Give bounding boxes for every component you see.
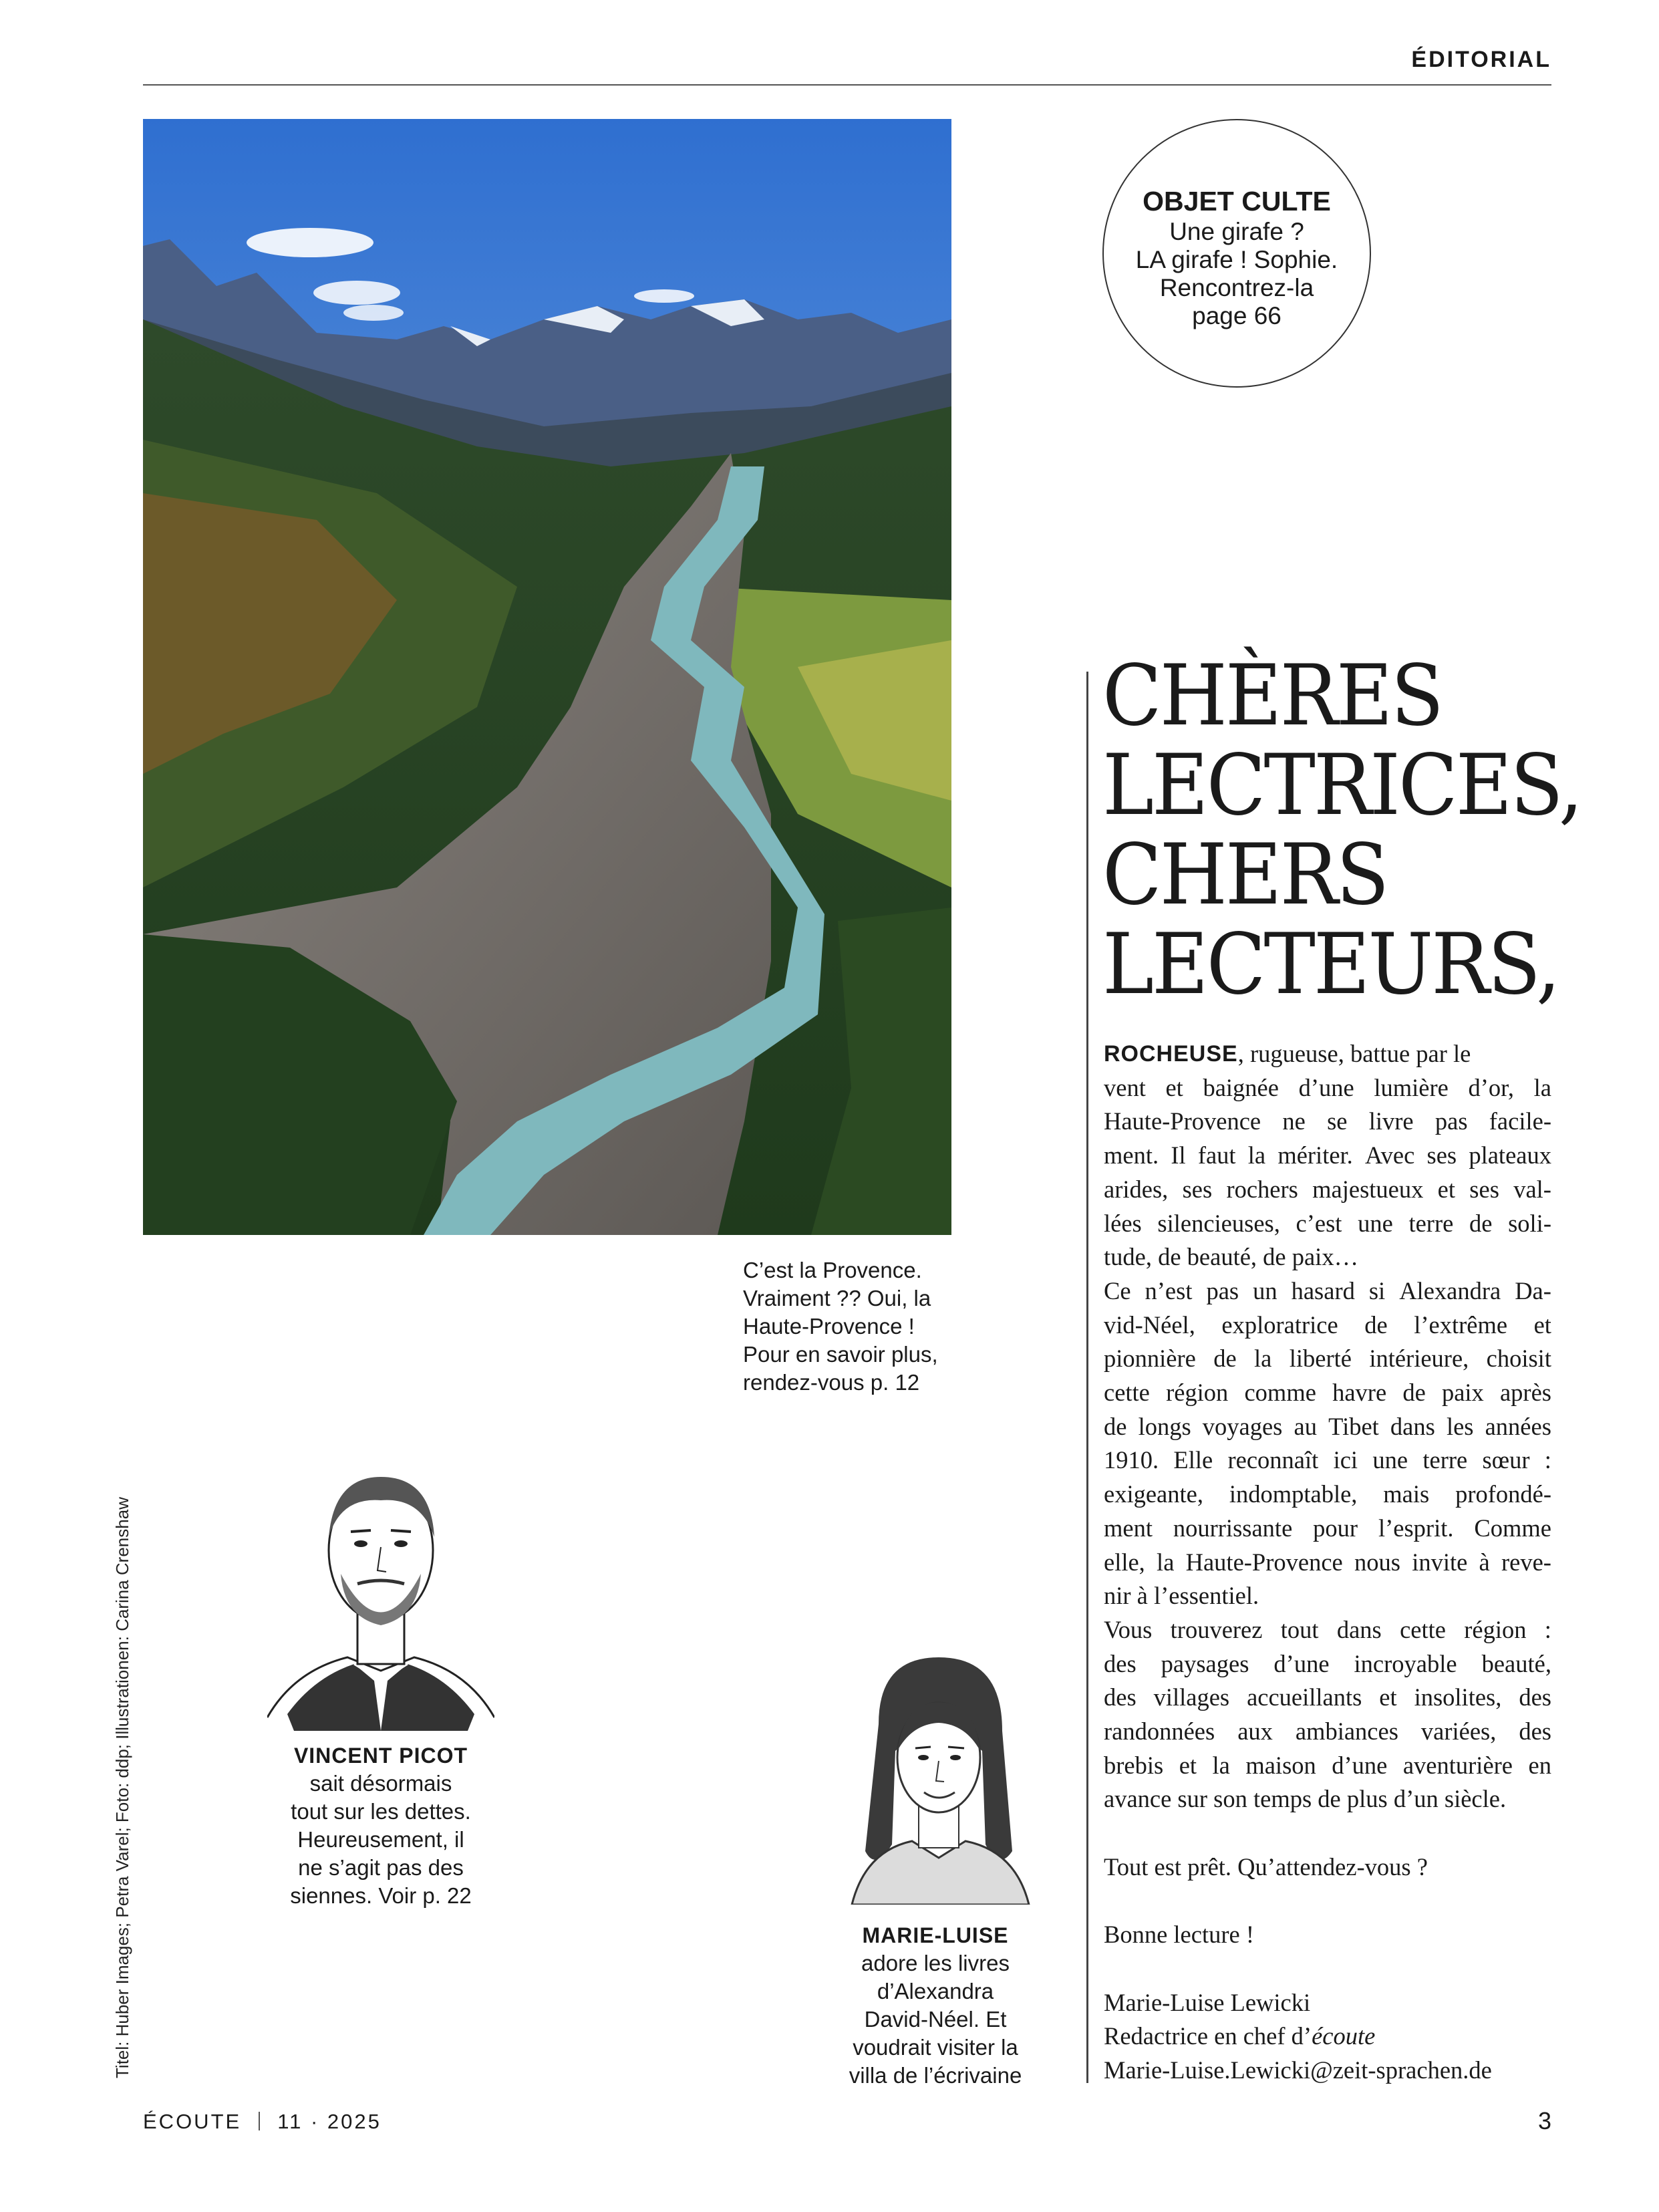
bio-name: VINCENT PICOT <box>293 1744 468 1768</box>
bio-name: MARIE-LUISE <box>862 1923 1009 1947</box>
headline-line: CHÈRES <box>1102 647 1443 745</box>
headline-line: LECTRICES, <box>1102 736 1581 835</box>
section-label: ÉDITORIAL <box>1411 47 1551 72</box>
body-line: exigeante, indomptable, mais profondé- <box>1104 1480 1551 1508</box>
body-line: vent et baignée d’une lumière d’or, la <box>1104 1073 1551 1101</box>
body-line: brebis et la maison d’une aventurière en <box>1104 1751 1551 1779</box>
teaser-title: OBJET CULTE <box>1143 186 1331 217</box>
body-line: avance sur son temps de plus d’un siècle. <box>1104 1785 1507 1813</box>
body-line: vid-Néel, exploratrice de l’extrême et <box>1104 1310 1551 1339</box>
magazine-name: écoute <box>1312 2022 1376 2050</box>
bio-line: villa de l’écrivaine <box>849 2063 1022 2088</box>
body-line: 1910. Elle reconnaît ici une terre sœur : <box>1104 1446 1551 1474</box>
header-rule <box>143 84 1551 86</box>
photo-credit: Titel: Huber Images; Petra Varel; Foto: ddp; Illustrationen: Carina Crenshaw <box>112 1497 132 2078</box>
bio-line: ne s’agit pas des <box>298 1855 464 1880</box>
closing-line: Tout est prêt. Qu’attendez-vous ? <box>1104 1852 1428 1881</box>
bio-line: voudrait visiter la <box>853 2035 1018 2060</box>
signature-email-link[interactable]: Marie-Luise.Lewicki@zeit-sprachen.de <box>1104 2056 1492 2084</box>
body-line: ment. Il faut la mériter. Avec ses plateaux <box>1104 1141 1551 1169</box>
footer-issue-info <box>143 2110 382 2134</box>
body-line: cette région comme havre de paix après <box>1104 1379 1551 1407</box>
photo-caption <box>743 1256 963 1397</box>
caption-line: Vraiment ?? Oui, la <box>743 1286 931 1310</box>
footer-issue: 11 · 2025 <box>277 2110 382 2133</box>
body-line: Ce n’est pas un hasard si Alexandra Da- <box>1104 1276 1551 1304</box>
caption-line: C’est la Provence. <box>743 1258 922 1282</box>
bio-line: d’Alexandra <box>877 1979 994 2003</box>
footer-magazine: ÉCOUTE <box>143 2110 242 2133</box>
caption-line: Pour en savoir plus, <box>743 1342 938 1367</box>
bio-line: tout sur les dettes. <box>291 1799 471 1824</box>
body-line: des villages accueillants et insolites, des <box>1104 1683 1551 1711</box>
bio-line: David-Néel. Et <box>864 2007 1007 2032</box>
objet-culte-teaser[interactable] <box>1102 119 1371 388</box>
marie-luise-bio <box>822 1921 1049 2090</box>
headline-line: CHERS <box>1102 826 1388 924</box>
signature-name: Marie-Luise Lewicki <box>1104 1988 1311 2016</box>
body-line: arides, ses rochers majestueux et ses val- <box>1104 1175 1551 1203</box>
vincent-picot-portrait-illustration <box>267 1450 494 1731</box>
body-line: pionnière de la liberté intérieure, choisit <box>1104 1345 1551 1373</box>
page-title <box>1102 647 1581 1014</box>
headline-line: LECTEURS, <box>1102 916 1559 1014</box>
greeting-line: Bonne lecture ! <box>1104 1921 1254 1949</box>
body-line: Haute-Provence ne se livre pas facile- <box>1104 1107 1551 1135</box>
body-line: elle, la Haute-Provence nous invite à reve- <box>1104 1548 1551 1576</box>
bio-line: adore les livres <box>861 1951 1010 1975</box>
caption-line: rendez-vous p. 12 <box>743 1370 920 1395</box>
body-line: lées silencieuses, c’est une terre de soli- <box>1104 1209 1551 1237</box>
footer-divider <box>259 2112 260 2130</box>
river-valley-photo <box>143 119 951 1235</box>
teaser-line: LA girafe ! Sophie. <box>1135 246 1338 273</box>
body-line: de longs voyages au Tibet dans les années <box>1104 1412 1551 1440</box>
body-line: nir à l’essentiel. <box>1104 1582 1259 1610</box>
teaser-line: page 66 <box>1192 302 1281 329</box>
body-line: ROCHEUSE , rugueuse, battue par le <box>1104 1037 1551 1071</box>
editorial-body <box>1104 1037 1551 2088</box>
vincent-picot-bio <box>261 1742 501 1910</box>
body-line: randonnées aux ambiances variées, des <box>1104 1717 1551 1746</box>
teaser-line: Une girafe ? <box>1169 218 1304 245</box>
article-vertical-rule <box>1086 672 1088 2083</box>
body-line: ment nourrissante pour l’esprit. Comme <box>1104 1514 1551 1542</box>
bio-line: sait désormais <box>309 1771 452 1796</box>
page-number: 3 <box>1537 2107 1551 2134</box>
lead-word: ROCHEUSE <box>1104 1041 1238 1067</box>
body-line: tude, de beauté, de paix… <box>1104 1243 1359 1271</box>
body-line: des paysages d’une incroyable beauté, <box>1104 1649 1551 1677</box>
bio-line: Heureusement, il <box>297 1827 464 1852</box>
signature-role: Redactrice en chef d’ écoute <box>1104 2020 1551 2054</box>
teaser-line: Rencontrez-la <box>1159 274 1314 301</box>
body-line: Vous trouverez tout dans cette région : <box>1104 1615 1551 1643</box>
bio-line: siennes. Voir p. 22 <box>290 1883 472 1908</box>
caption-line: Haute-Provence ! <box>743 1314 915 1339</box>
marie-luise-portrait-illustration <box>839 1651 1039 1905</box>
